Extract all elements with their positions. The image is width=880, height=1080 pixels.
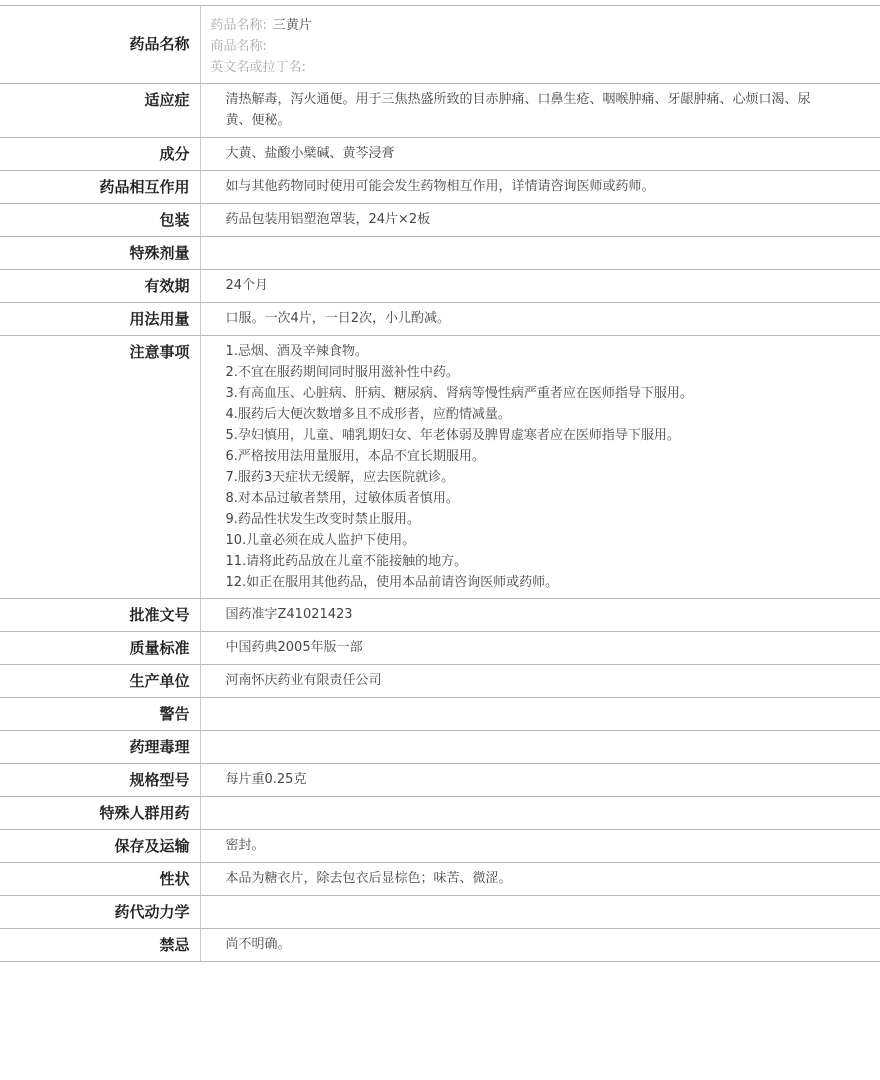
generic-name-key: 药品名称:: [210, 18, 267, 33]
english-name-key: 英文名或拉丁名:: [210, 60, 306, 75]
row-storage: [0, 830, 880, 863]
row-label: 警告: [0, 698, 200, 731]
row-value: 24个月: [200, 270, 880, 303]
row-spec: [0, 764, 880, 797]
row-usage: [0, 303, 880, 336]
row-label: 生产单位: [0, 665, 200, 698]
row-value: [200, 237, 880, 270]
row-notes: [0, 336, 880, 599]
row-label: 批准文号: [0, 599, 200, 632]
row-label: 有效期: [0, 270, 200, 303]
row-approval: [0, 599, 880, 632]
row-value: 清热解毒，泻火通便。用于三焦热盛所致的目赤肿痛、口鼻生疮、咽喉肿痛、牙龈肿痛、心烦口渴、尿黄、便秘。: [200, 84, 880, 138]
row-value: 口服。一次4片，一日2次，小儿酌减。: [200, 303, 880, 336]
row-standard: [0, 632, 880, 665]
row-toxicology: [0, 731, 880, 764]
notes-list: [226, 341, 821, 593]
row-indication: [0, 84, 880, 138]
drug-spec-table: [0, 5, 880, 962]
row-label: 禁忌: [0, 929, 200, 962]
row-pharmacokinetics: [0, 896, 880, 929]
row-special-population: [0, 797, 880, 830]
english-name-line: [211, 57, 821, 78]
row-label: 用法用量: [0, 303, 200, 336]
list-item: 11.请将此药品放在儿童不能接触的地方。: [225, 554, 468, 569]
row-value: 如与其他药物同时使用可能会发生药物相互作用，详情请咨询医师或药师。: [200, 171, 880, 204]
list-item: 3.有高血压、心脏病、肝病、糖尿病、肾病等慢性病严重者应在医师指导下服用。: [225, 386, 693, 401]
list-item: 9.药品性状发生改变时禁止服用。: [225, 512, 420, 527]
row-value: 大黄、盐酸小檗碱、黄芩浸膏: [200, 138, 880, 171]
row-label: 保存及运输: [0, 830, 200, 863]
list-item: 5.孕妇慎用，儿童、哺乳期妇女、年老体弱及脾胃虚寒者应在医师指导下服用。: [225, 428, 680, 443]
row-value: 中国药典2005年版一部: [200, 632, 880, 665]
row-manufacturer: [0, 665, 880, 698]
row-ingredients: [0, 138, 880, 171]
row-label: 质量标准: [0, 632, 200, 665]
row-value: 本品为糖衣片，除去包衣后显棕色；味苦、微涩。: [200, 863, 880, 896]
row-label: 成分: [0, 138, 200, 171]
list-item: 7.服药3天症状无缓解，应去医院就诊。: [225, 470, 455, 485]
row-value: 药品包装用铝塑泡罩装，24片×2板: [200, 204, 880, 237]
notes-value-cell: [200, 336, 880, 599]
list-item: 2.不宜在服药期间同时服用滋补性中药。: [225, 365, 459, 380]
row-value: [200, 797, 880, 830]
row-value: [200, 698, 880, 731]
row-special-dosage: [0, 237, 880, 270]
row-label: 药代动力学: [0, 896, 200, 929]
list-item: 6.严格按用法用量服用，本品不宜长期服用。: [225, 449, 485, 464]
row-label: 性状: [0, 863, 200, 896]
list-item: 8.对本品过敏者禁用，过敏体质者慎用。: [225, 491, 459, 506]
row-contraindication: [0, 929, 880, 962]
generic-name-line: [211, 15, 821, 36]
row-label: 注意事项: [0, 336, 200, 599]
generic-name-value: 三黄片: [272, 18, 312, 33]
row-label: 药理毒理: [0, 731, 200, 764]
trade-name-key: 商品名称:: [210, 39, 267, 54]
list-item: 12.如正在服用其他药品，使用本品前请咨询医师或药师。: [225, 575, 559, 590]
row-label: 适应症: [0, 84, 200, 138]
row-package: [0, 204, 880, 237]
row-value: 河南怀庆药业有限责任公司: [200, 665, 880, 698]
row-label: 包装: [0, 204, 200, 237]
row-value: 密封。: [200, 830, 880, 863]
list-item: 1.忌烟、酒及辛辣食物。: [225, 344, 368, 359]
row-value: 每片重0.25克: [200, 764, 880, 797]
row-warning: [0, 698, 880, 731]
trade-name-line: [211, 36, 821, 57]
row-label: 药品名称: [0, 6, 200, 84]
name-value-cell: [200, 6, 880, 84]
row-value: [200, 896, 880, 929]
row-label: 特殊剂量: [0, 237, 200, 270]
list-item: 4.服药后大便次数增多且不成形者，应酌情减量。: [225, 407, 511, 422]
row-label: 规格型号: [0, 764, 200, 797]
row-drug-name: [0, 6, 880, 84]
row-validity: [0, 270, 880, 303]
row-label: 特殊人群用药: [0, 797, 200, 830]
row-value: 尚不明确。: [200, 929, 880, 962]
list-item: 10.儿童必须在成人监护下使用。: [225, 533, 416, 548]
row-value: 国药准字Z41021423: [200, 599, 880, 632]
row-value: [200, 731, 880, 764]
row-label: 药品相互作用: [0, 171, 200, 204]
row-character: [0, 863, 880, 896]
row-interaction: [0, 171, 880, 204]
